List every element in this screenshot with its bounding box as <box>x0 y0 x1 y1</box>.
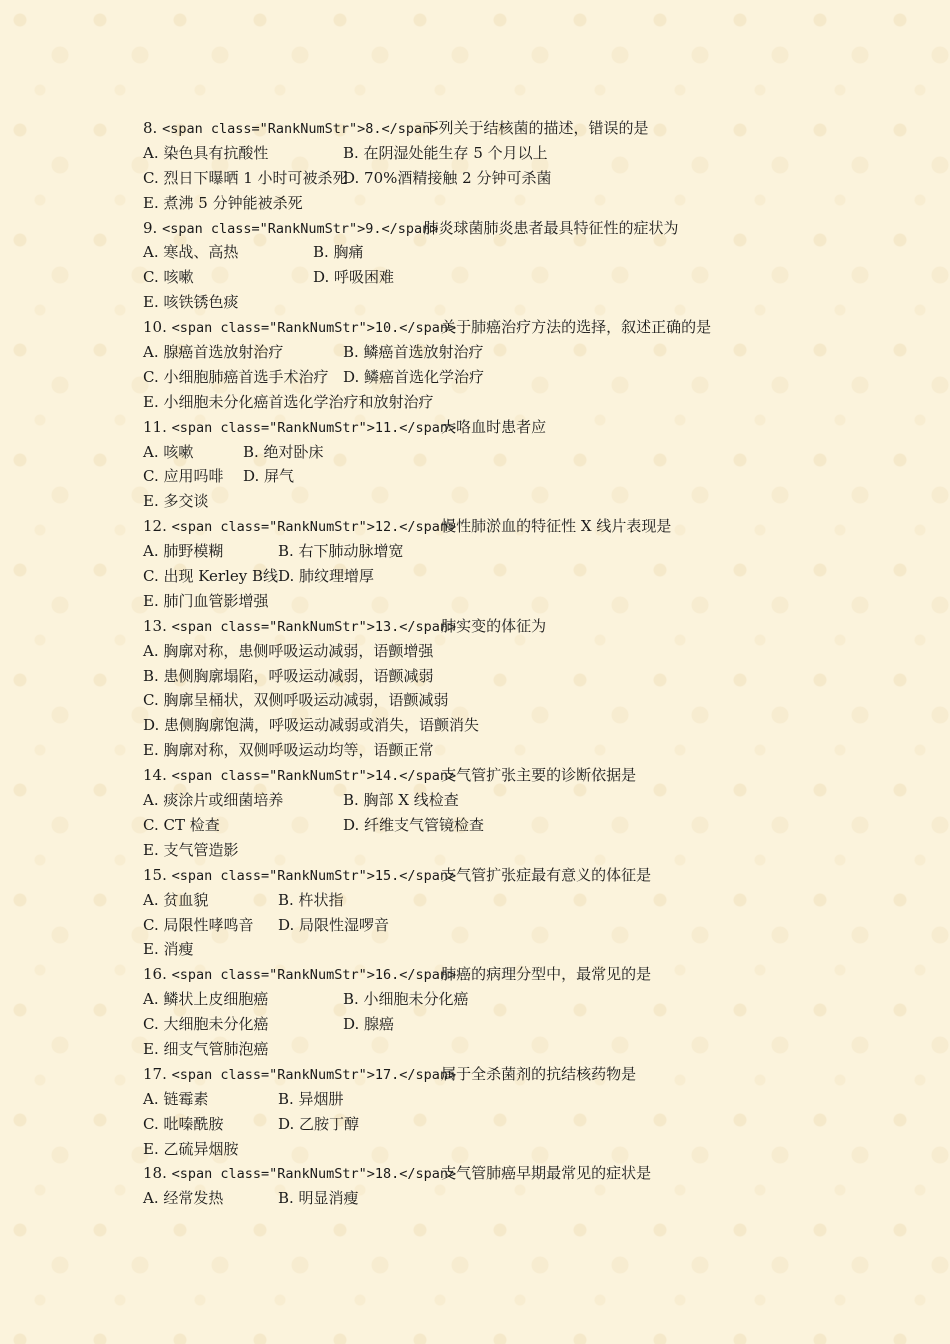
option-row <box>143 913 843 938</box>
answer-option: E. 胸廓对称，双侧呼吸运动均等，语颤正常 <box>143 741 434 760</box>
answer-option: B. 绝对卧床 <box>243 442 324 461</box>
question-number: 11. <box>143 417 167 436</box>
answer-option: E. 细支气管肺泡癌 <box>143 1039 269 1058</box>
raw-markup-text: <span class="RankNumStr">15.</span> <box>171 867 457 884</box>
question-text: 肺炎球菌肺炎患者最具特征性的症状为 <box>423 218 679 237</box>
answer-option: D. 乙胺丁醇 <box>278 1114 360 1133</box>
option-row <box>143 838 843 863</box>
question-text: 支气管扩张主要的诊断依据是 <box>441 766 637 785</box>
question-text: 肺实变的体征为 <box>441 616 547 635</box>
option-row <box>143 589 843 614</box>
question-text: 关于肺癌治疗方法的选择，叙述正确的是 <box>441 318 712 337</box>
question-number: 14. <box>143 766 167 785</box>
answer-option: E. 咳铁锈色痰 <box>143 293 239 312</box>
question-number: 10. <box>143 318 167 337</box>
question-text: 属于全杀菌剂的抗结核药物是 <box>441 1064 637 1083</box>
answer-option: C. 烈日下曝晒 1 小时可被杀死 <box>143 168 348 187</box>
answer-option: E. 消瘦 <box>143 940 194 959</box>
option-row <box>143 191 843 216</box>
question-stem <box>143 863 843 888</box>
option-row <box>143 265 843 290</box>
raw-markup-text: <span class="RankNumStr">12.</span> <box>171 519 457 536</box>
option-row <box>143 888 843 913</box>
option-row <box>143 713 843 738</box>
question-stem <box>143 1161 843 1186</box>
answer-option: A. 经常发热 <box>143 1189 224 1208</box>
option-row <box>143 1012 843 1037</box>
answer-option: C. 胸廓呈桶状，双侧呼吸运动减弱，语颤减弱 <box>143 691 449 710</box>
answer-option: A. 痰涂片或细菌培养 <box>143 791 284 810</box>
answer-option: C. 吡嗪酰胺 <box>143 1114 224 1133</box>
answer-option: A. 贫血貌 <box>143 890 209 909</box>
question-number: 18. <box>143 1164 167 1183</box>
answer-option: A. 链霉素 <box>143 1089 209 1108</box>
answer-option: D. 鳞癌首选化学治疗 <box>343 367 485 386</box>
raw-markup-text: <span class="RankNumStr">13.</span> <box>171 618 457 635</box>
option-row <box>143 390 843 415</box>
answer-option: E. 支气管造影 <box>143 840 239 859</box>
raw-markup-text: <span class="RankNumStr">8.</span> <box>162 121 439 137</box>
question-number: 17. <box>143 1064 167 1083</box>
answer-option: C. 咳嗽 <box>143 268 194 287</box>
question-stem <box>143 116 843 141</box>
question-stem <box>143 763 843 788</box>
question-stem <box>143 415 843 440</box>
option-row <box>143 738 843 763</box>
question-number: 9. <box>143 218 158 237</box>
option-row <box>143 564 843 589</box>
question-text: 慢性肺淤血的特征性 X 线片表现是 <box>441 517 672 536</box>
option-row <box>143 788 843 813</box>
question-text: 下列关于结核菌的描述，错误的是 <box>423 119 649 137</box>
option-row <box>143 1112 843 1137</box>
option-row <box>143 1186 843 1211</box>
raw-markup-text: <span class="RankNumStr">11.</span> <box>171 419 457 436</box>
option-row <box>143 340 843 365</box>
answer-option: B. 鳞癌首选放射治疗 <box>343 343 484 362</box>
option-row <box>143 688 843 713</box>
answer-option: A. 肺野模糊 <box>143 542 224 561</box>
question-text: 支气管肺癌早期最常见的症状是 <box>441 1164 652 1183</box>
question-number: 15. <box>143 865 167 884</box>
option-row <box>143 1087 843 1112</box>
answer-option: D. 呼吸困难 <box>313 268 395 287</box>
option-row <box>143 813 843 838</box>
question-number: 16. <box>143 965 167 984</box>
answer-option: C. 应用吗啡 <box>143 467 224 486</box>
question-stem <box>143 216 843 241</box>
raw-markup-text: <span class="RankNumStr">17.</span> <box>171 1066 457 1083</box>
question-text: 支气管扩张症最有意义的体征是 <box>441 865 652 884</box>
answer-option: C. CT 检查 <box>143 815 220 834</box>
raw-markup-text: <span class="RankNumStr">16.</span> <box>171 967 457 984</box>
option-row <box>143 1137 843 1162</box>
answer-option: B. 胸痛 <box>313 243 364 262</box>
question-text: 大咯血时患者应 <box>441 417 547 436</box>
answer-option: C. 小细胞肺癌首选手术治疗 <box>143 367 329 386</box>
raw-markup-text: <span class="RankNumStr">10.</span> <box>171 320 457 337</box>
answer-option: E. 小细胞未分化癌首选化学治疗和放射治疗 <box>143 392 434 411</box>
answer-option: B. 异烟肼 <box>278 1089 344 1108</box>
answer-option: B. 右下肺动脉增宽 <box>278 542 404 561</box>
question-number: 8. <box>143 119 158 137</box>
answer-option: D. 纤维支气管镜检查 <box>343 815 485 834</box>
option-row <box>143 290 843 315</box>
answer-option: A. 染色具有抗酸性 <box>143 143 269 162</box>
answer-option: A. 胸廓对称，患侧呼吸运动减弱，语颤增强 <box>143 641 434 660</box>
question-stem <box>143 315 843 340</box>
question-stem <box>143 962 843 987</box>
answer-option: B. 胸部 X 线检查 <box>343 791 459 810</box>
answer-option: E. 煮沸 5 分钟能被杀死 <box>143 193 303 212</box>
option-row <box>143 987 843 1012</box>
question-stem <box>143 514 843 539</box>
question-number: 12. <box>143 517 167 536</box>
answer-option: A. 咳嗽 <box>143 442 194 461</box>
raw-markup-text: <span class="RankNumStr">18.</span> <box>171 1166 457 1183</box>
question-stem <box>143 1062 843 1087</box>
document-body <box>143 116 843 1211</box>
option-row <box>143 539 843 564</box>
raw-markup-text: <span class="RankNumStr">14.</span> <box>171 768 457 785</box>
answer-option: E. 多交谈 <box>143 492 209 511</box>
answer-option: D. 患侧胸廓饱满，呼吸运动减弱或消失，语颤消失 <box>143 716 480 735</box>
answer-option: B. 患侧胸廓塌陷，呼吸运动减弱，语颤减弱 <box>143 666 434 685</box>
answer-option: A. 鳞状上皮细胞癌 <box>143 990 269 1009</box>
answer-option: B. 明显消瘦 <box>278 1189 359 1208</box>
answer-option: D. 70%酒精接触 2 分钟可杀菌 <box>343 168 552 187</box>
answer-option: E. 乙硫异烟胺 <box>143 1139 239 1158</box>
answer-option: C. 局限性哮鸣音 <box>143 915 254 934</box>
answer-option: D. 屏气 <box>243 467 295 486</box>
answer-option: B. 在阴湿处能生存 5 个月以上 <box>343 143 548 162</box>
question-text: 肺癌的病理分型中，最常见的是 <box>441 965 652 984</box>
answer-option: C. 出现 Kerley B线 <box>143 567 279 586</box>
option-row <box>143 166 843 191</box>
raw-markup-text: <span class="RankNumStr">9.</span> <box>162 220 439 237</box>
option-row <box>143 664 843 689</box>
answer-option: B. 杵状指 <box>278 890 344 909</box>
option-row <box>143 1037 843 1062</box>
option-row <box>143 440 843 465</box>
answer-option: A. 腺癌首选放射治疗 <box>143 343 284 362</box>
answer-option: D. 局限性湿啰音 <box>278 915 390 934</box>
option-row <box>143 639 843 664</box>
answer-option: B. 小细胞未分化癌 <box>343 990 469 1009</box>
answer-option: D. 肺纹理增厚 <box>278 567 375 586</box>
answer-option: C. 大细胞未分化癌 <box>143 1015 269 1034</box>
option-row <box>143 937 843 962</box>
option-row <box>143 464 843 489</box>
question-number: 13. <box>143 616 167 635</box>
option-row <box>143 141 843 166</box>
option-row <box>143 489 843 514</box>
answer-option: D. 腺癌 <box>343 1015 395 1034</box>
question-stem <box>143 614 843 639</box>
option-row <box>143 240 843 265</box>
answer-option: E. 肺门血管影增强 <box>143 591 269 610</box>
option-row <box>143 365 843 390</box>
answer-option: A. 寒战、高热 <box>143 243 239 262</box>
